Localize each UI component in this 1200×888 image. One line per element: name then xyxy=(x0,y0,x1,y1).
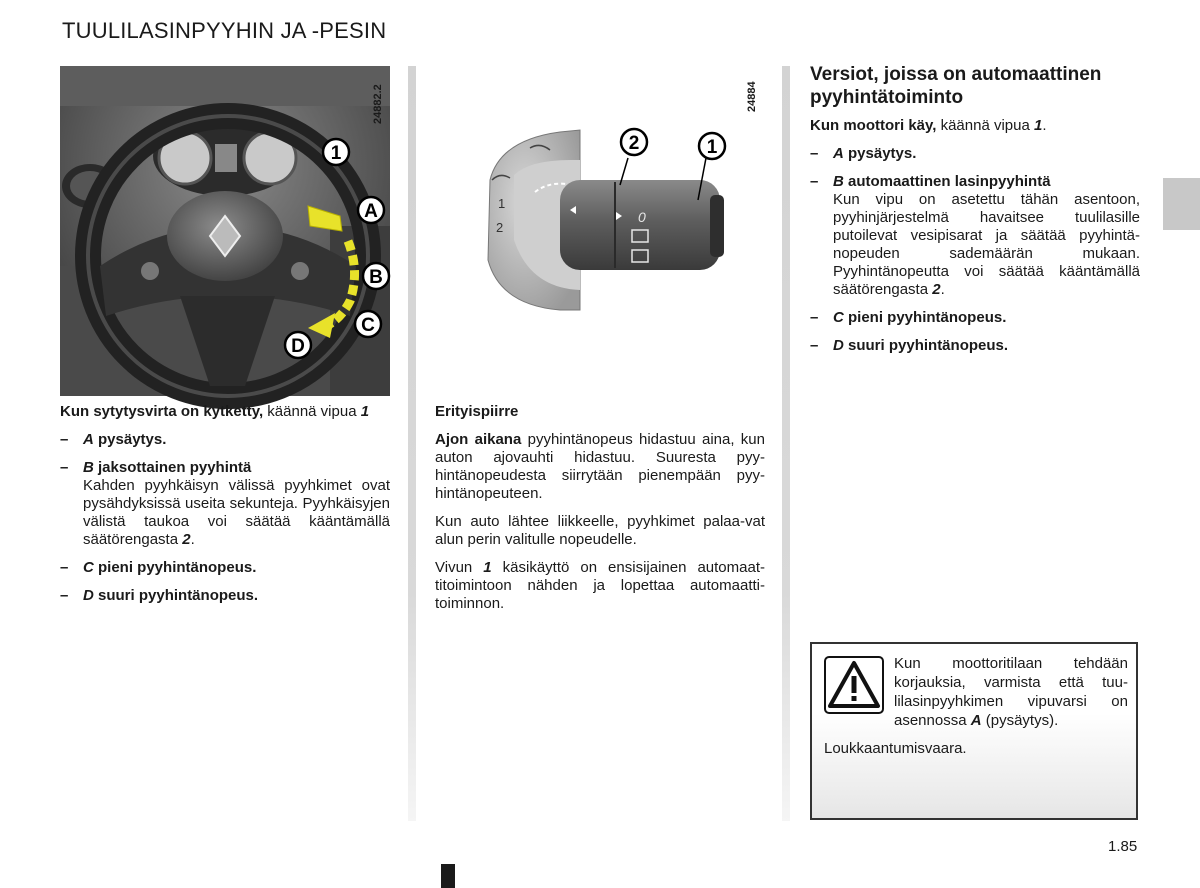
callout-2-label: 2 xyxy=(628,133,640,154)
list-item: – B automaattinen lasinpyyhintä Kun vipu on asetettu tähän asentoon, pyyhinjärjestelmä havaitsee tuulilasille putoilevat vesipisarat ja säätää pyyhintä-nopeuden sademäärän mukaan. Pyyhintänopeutta voi säätää kääntämällä säätörengasta 2. xyxy=(810,173,1140,298)
intro-paragraph: Kun sytytysvirta on kytketty, käännä vipua 1 xyxy=(60,403,370,420)
page-number: 1.85 xyxy=(1108,838,1138,855)
warning-text: Kun moottoritilaan tehdään korjauksia, varmista että tuu-lilasinpyyhkimen vipuvarsi on asennossa A (pysäytys). xyxy=(894,655,1128,729)
list-item: – A pysäytys. xyxy=(60,431,167,448)
intro-paragraph: Kun moottori käy, käännä vipua 1. xyxy=(810,117,1047,134)
callout-1-label: 1 xyxy=(330,143,342,164)
list-item: – C pieni pyyhintänopeus. xyxy=(810,309,1007,326)
section-heading: Erityispiirre xyxy=(435,403,519,420)
warning-box xyxy=(810,642,1138,820)
figure-code: 24884 xyxy=(746,81,758,112)
column-separator xyxy=(782,66,790,821)
wiper-stalk-illustration xyxy=(470,120,740,320)
paragraph: Kun auto lähtee liikkeelle, pyyhkimet palaa-vat alun perin valitulle nopeudelle. xyxy=(435,513,765,548)
paragraph: Ajon aikana pyyhintänopeus hidastuu aina, kun auton ajovauhti hidastuu. Suuresta pyy-hintänopeudesta siirrytään pienempään pyy-hintänopeuteen. xyxy=(435,431,765,502)
callout-A-label: A xyxy=(364,201,378,222)
list-item: – C pieni pyyhintänopeus. xyxy=(60,559,257,576)
page-title: TUULILASINPYYHIN JA -PESIN xyxy=(62,18,387,43)
warning-triangle-icon xyxy=(824,656,884,714)
column-separator xyxy=(408,66,416,821)
paragraph: Vivun 1 käsikäyttö on ensisijainen automaat-titoimintoon nähden ja lopettaa automaatti-toiminnon. xyxy=(435,559,765,612)
figure-code: 24882.2 xyxy=(372,84,384,124)
dial-mark-1: 1 xyxy=(498,196,506,211)
callout-B-label: B xyxy=(369,267,383,288)
callout-D-label: D xyxy=(291,336,305,357)
list-item: – B jaksottainen pyyhintä Kahden pyyhkäisyn välissä pyyhkimet ovat pysähdyksissä useita sekunteja. Pyyhkäisyjen välistä taukoa voi säätää kääntämällä säätörengasta 2. xyxy=(60,459,390,548)
list-item: – A pysäytys. xyxy=(810,145,917,162)
binding-mark xyxy=(441,864,455,888)
chapter-tab xyxy=(1163,178,1200,230)
stalk-mark-0: 0 xyxy=(638,209,646,225)
list-item: – D suuri pyyhintänopeus. xyxy=(60,587,259,604)
callout-C-label: C xyxy=(361,315,375,336)
photo-callouts xyxy=(320,135,383,365)
section-heading: Versiot, joissa on automaattinen pyyhintätoiminto xyxy=(810,64,1102,108)
dial-mark-2: 2 xyxy=(496,220,504,235)
warning-footer: Loukkaantumisvaara. xyxy=(824,740,967,757)
list-item: – D suuri pyyhintänopeus. xyxy=(810,337,1009,354)
column-3-text xyxy=(810,63,1140,365)
column-1-text xyxy=(60,403,390,615)
photo-callout-d xyxy=(283,330,313,360)
column-2-text xyxy=(435,403,765,623)
callout-1-label: 1 xyxy=(706,137,718,158)
